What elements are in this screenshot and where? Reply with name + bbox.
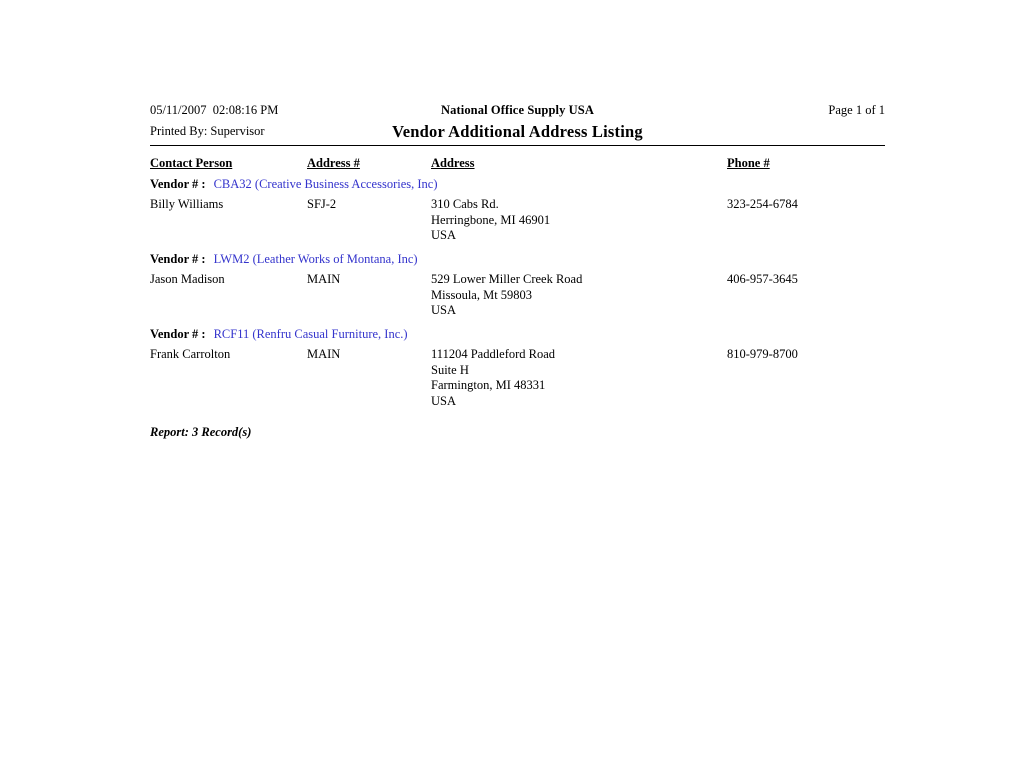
address-block bbox=[431, 347, 555, 409]
address-line: USA bbox=[431, 228, 457, 242]
table-row bbox=[150, 197, 885, 249]
address-line: 529 Lower Miller Creek Road bbox=[431, 272, 583, 286]
phone-number: 406-957-3645 bbox=[727, 272, 798, 286]
vendor-value[interactable]: CBA32 (Creative Business Accessories, Inc) bbox=[213, 177, 438, 191]
address-line: USA bbox=[431, 303, 457, 317]
header-divider bbox=[150, 145, 885, 146]
contact-person: Jason Madison bbox=[150, 272, 225, 286]
page-number: Page 1 of 1 bbox=[828, 103, 885, 117]
address-number: MAIN bbox=[307, 347, 341, 361]
address-block bbox=[431, 197, 550, 244]
header-center bbox=[150, 100, 885, 142]
vendor-label: Vendor # : bbox=[150, 252, 206, 266]
vendor-group-heading bbox=[150, 252, 885, 270]
vendor-label: Vendor # : bbox=[150, 327, 206, 341]
record-count-footer: Report: 3 Record(s) bbox=[150, 425, 252, 439]
column-header-address-number: Address # bbox=[307, 156, 360, 170]
phone-number: 810-979-8700 bbox=[727, 347, 798, 361]
address-block bbox=[431, 272, 582, 319]
vendor-label: Vendor # : bbox=[150, 177, 206, 191]
vendor-value[interactable]: LWM2 (Leather Works of Montana, Inc) bbox=[213, 252, 418, 266]
address-number: MAIN bbox=[307, 272, 341, 286]
column-header-phone: Phone # bbox=[727, 156, 770, 170]
vendor-value[interactable]: RCF11 (Renfru Casual Furniture, Inc.) bbox=[213, 327, 408, 341]
address-number: SFJ-2 bbox=[307, 197, 337, 211]
report-header bbox=[150, 100, 885, 142]
column-header-address: Address bbox=[431, 156, 475, 170]
column-header-contact: Contact Person bbox=[150, 156, 233, 170]
table-row bbox=[150, 347, 885, 415]
report-title: Vendor Additional Address Listing bbox=[392, 122, 643, 141]
address-line: 310 Cabs Rd. bbox=[431, 197, 499, 211]
contact-person: Billy Williams bbox=[150, 197, 224, 211]
company-name: National Office Supply USA bbox=[441, 103, 594, 117]
address-line: Herringbone, MI 46901 bbox=[431, 212, 551, 227]
address-line: Farmington, MI 48331 bbox=[431, 378, 546, 392]
print-time: 02:08:16 PM bbox=[212, 103, 279, 117]
header-right bbox=[828, 100, 885, 121]
column-headers bbox=[150, 156, 885, 174]
report-body bbox=[150, 100, 885, 440]
address-line: 111204 Paddleford Road bbox=[431, 347, 556, 361]
vendor-group-heading bbox=[150, 327, 885, 345]
contact-person: Frank Carrolton bbox=[150, 347, 231, 361]
printed-by: Printed By: Supervisor bbox=[150, 124, 265, 138]
phone-number: 323-254-6784 bbox=[727, 197, 798, 211]
address-line: Suite H bbox=[431, 362, 469, 377]
vendor-group-heading bbox=[150, 177, 885, 195]
address-line: USA bbox=[431, 393, 457, 408]
table-row bbox=[150, 272, 885, 324]
print-date: 05/11/2007 bbox=[150, 103, 207, 117]
address-line: Missoula, Mt 59803 bbox=[431, 287, 533, 302]
